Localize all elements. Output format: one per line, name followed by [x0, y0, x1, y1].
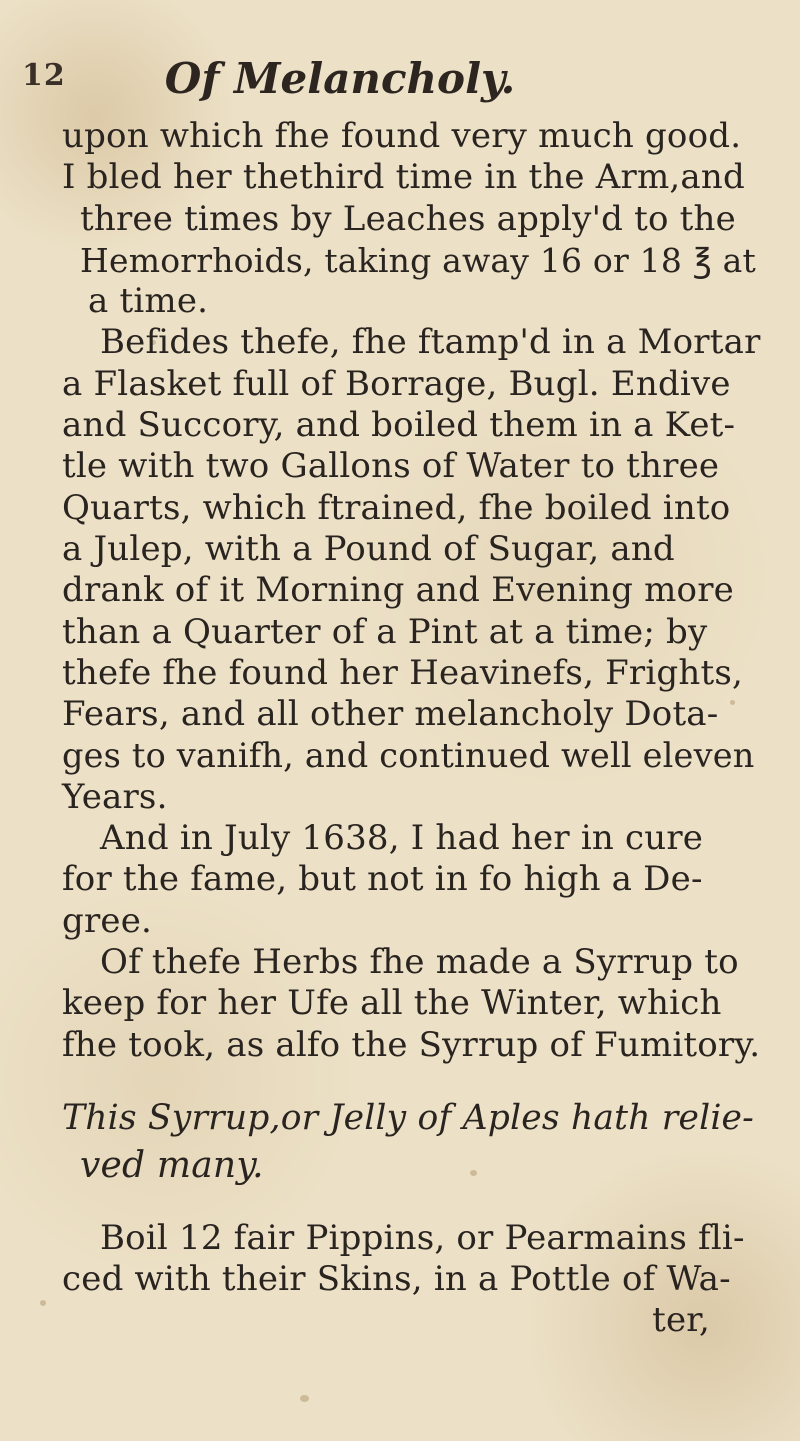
text-line: fhe took, as alfo the Syrrup of Fumitory.: [62, 1024, 761, 1065]
text-line: thefe fhe found her Heavinefs, Frights,: [62, 652, 743, 693]
text-line: upon which fhe found very much good.: [62, 116, 742, 156]
text-line: ges to vanifh, and continued well eleven: [62, 736, 755, 776]
text-line: ced with their Skins, in a Pottle of Wa-: [62, 1259, 731, 1300]
text-line: And in July 1638, I had her in cure: [100, 818, 704, 859]
text-line: three times by Leaches apply'd to the: [80, 198, 736, 239]
text-line: and Succory, and boiled them in a Ket-: [62, 405, 736, 446]
text-line: a Flasket full of Borrage, Bugl. Endive: [62, 363, 731, 404]
paper-stain: [300, 1395, 309, 1402]
paragraph-1: [62, 116, 762, 322]
text-line: Boil 12 fair Pippins, or Pearmains fli-: [100, 1217, 745, 1258]
text-line: a Julep, with a Pound of Sugar, and: [62, 528, 675, 569]
catchword: ter,: [652, 1300, 710, 1341]
paragraph-3: [62, 818, 762, 942]
recipe-heading: [62, 1094, 762, 1190]
paragraph-6: [62, 1218, 762, 1301]
text-line: Years.: [62, 776, 168, 817]
paragraph-2: [62, 322, 762, 818]
text-line: ved many.: [80, 1144, 264, 1186]
text-line: than a Quarter of a Pint at a time; by: [62, 611, 708, 652]
text-line: I bled her thethird time in the Arm,and: [62, 157, 745, 198]
text-line: drank of it Morning and Evening more: [62, 570, 734, 611]
text-line: Befides thefe, fhe ftamp'd in a Mortar: [100, 322, 761, 363]
text-line: for the fame, but not in fo high a De-: [62, 859, 703, 900]
text-line: Of thefe Herbs fhe made a Syrrup to: [100, 941, 739, 982]
text-line: tle with two Gallons of Water to three: [62, 446, 720, 487]
text-line: Quarts, which ftrained, fhe boiled into: [62, 487, 731, 528]
page-number: 12: [22, 58, 66, 93]
text-line: This Syrrup,or Jelly of Aples hath relie-: [62, 1097, 755, 1138]
paper-stain: [40, 1300, 46, 1306]
paragraph-4: [62, 942, 762, 1066]
text-line: gree.: [62, 900, 153, 941]
text-line: Hemorrhoids, taking away 16 or 18 ℥ at: [80, 240, 756, 280]
text-line: Fears, and all other melancholy Dota-: [62, 694, 719, 735]
page-body: [62, 116, 762, 1342]
text-line: keep for her Ufe all the Winter, which: [62, 983, 722, 1024]
text-line: a time.: [88, 281, 209, 322]
running-head: Of Melancholy.: [164, 54, 516, 103]
